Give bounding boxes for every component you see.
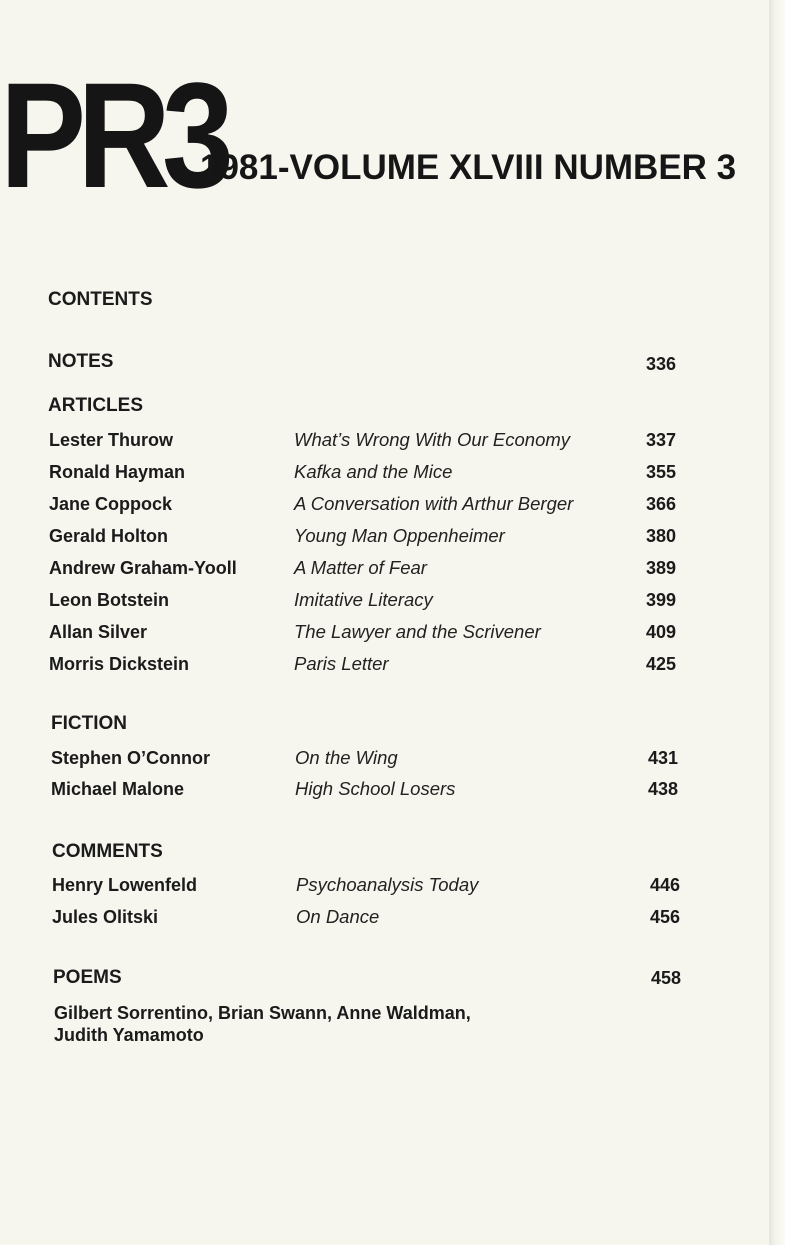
notes-page: 336 [646, 354, 677, 374]
table-row [0, 491, 760, 517]
comments-heading: COMMENTS [52, 841, 163, 862]
poets-line: Gilbert Sorrentino, Brian Swann, Anne Waldman, [54, 1003, 471, 1023]
entry-author: Stephen O’Connor [51, 748, 210, 768]
entry-author: Jules Olitski [52, 907, 159, 927]
table-row [0, 776, 760, 802]
journal-logo: PR3 [0, 70, 226, 200]
table-row [0, 651, 760, 677]
poems-heading: POEMS [53, 967, 122, 988]
notes-heading: NOTES [48, 351, 114, 372]
poets-line: Judith Yamamoto [54, 1025, 204, 1045]
entry-page: 446 [650, 875, 681, 895]
table-row [0, 555, 760, 581]
entry-title: Paris Letter [294, 653, 389, 674]
table-row [0, 745, 760, 771]
entry-author: Allan Silver [49, 622, 148, 642]
entry-title: The Lawyer and the Scrivener [294, 621, 541, 642]
entry-author: Andrew Graham-Yooll [49, 558, 237, 578]
entry-title: High School Losers [295, 778, 456, 799]
entry-page: 399 [646, 590, 677, 610]
fiction-heading: FICTION [51, 713, 127, 734]
entry-page: 355 [646, 462, 677, 482]
entry-page: 438 [648, 779, 679, 799]
entry-title: A Conversation with Arthur Berger [294, 493, 574, 514]
volume-line: 1981-VOLUME XLVIII NUMBER 3 [200, 148, 737, 187]
poets-list [54, 1002, 574, 1046]
entry-page: 337 [646, 430, 677, 450]
table-row [0, 459, 760, 485]
table-row [0, 619, 760, 645]
entry-page: 431 [648, 748, 679, 768]
entry-title: Young Man Oppenheimer [294, 525, 505, 546]
entry-author: Henry Lowenfeld [52, 875, 198, 895]
entry-author: Morris Dickstein [49, 654, 190, 674]
poems-page: 458 [651, 968, 682, 988]
table-row [0, 587, 760, 613]
entry-page: 409 [646, 622, 677, 642]
masthead [0, 70, 785, 200]
entry-author: Ronald Hayman [49, 462, 186, 482]
entry-title: On the Wing [295, 747, 398, 768]
table-row [0, 523, 760, 549]
entry-title: What’s Wrong With Our Economy [294, 429, 571, 450]
table-row [0, 427, 760, 453]
entry-title: Imitative Literacy [294, 589, 433, 610]
entry-page: 366 [646, 494, 677, 514]
entry-title: On Dance [296, 906, 380, 927]
entry-page: 456 [650, 907, 681, 927]
entry-author: Leon Botstein [49, 590, 169, 610]
articles-heading: ARTICLES [48, 395, 143, 416]
table-row [0, 904, 760, 930]
entry-author: Lester Thurow [49, 430, 174, 450]
entry-author: Gerald Holton [49, 526, 169, 546]
entry-title: Psychoanalysis Today [296, 874, 479, 895]
entry-page: 380 [646, 526, 677, 546]
entry-author: Michael Malone [51, 779, 185, 799]
entry-author: Jane Coppock [49, 494, 173, 514]
table-row [0, 872, 760, 898]
entry-page: 425 [646, 654, 677, 674]
entry-title: A Matter of Fear [294, 557, 427, 578]
contents-heading: CONTENTS [48, 289, 153, 310]
entry-page: 389 [646, 558, 677, 578]
entry-title: Kafka and the Mice [294, 461, 453, 482]
